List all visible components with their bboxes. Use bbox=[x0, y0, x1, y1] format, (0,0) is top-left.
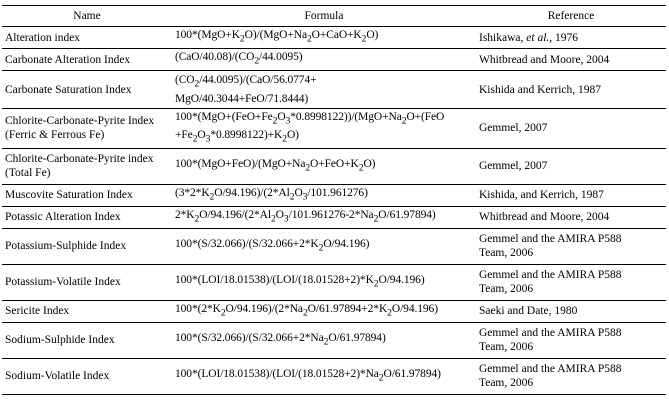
row-formula: $100*(MgO+K_2O)/(MgO+Na_2O+CaO+K_2O)$ bbox=[172, 27, 476, 49]
row-name: Potassium-Sulphide Index bbox=[2, 228, 172, 264]
table-row bbox=[2, 109, 666, 149]
row-name: Sodium-Sulphide Index bbox=[2, 322, 172, 358]
row-name: Chlorite-Carbonate-Pyrite Index (Ferric & Ferrous Fe) bbox=[2, 109, 172, 149]
table-row bbox=[2, 300, 666, 322]
row-reference: Gemmel and the AMIRA P588 Team, 2006 bbox=[476, 322, 666, 358]
row-name: Potassic Alteration Index bbox=[2, 206, 172, 228]
header-reference: Reference bbox=[476, 6, 666, 27]
table-row bbox=[2, 148, 666, 184]
row-formula: $100*(MgO+FeO)/(MgO+Na_2O+FeO+K_2O)$ bbox=[172, 148, 476, 184]
row-formula: $2*K_2O/94.196/(2*Al_2O_3/101.961276-2*Na_2O/61.97894)$ bbox=[172, 206, 476, 228]
row-name: Sericite Index bbox=[2, 300, 172, 322]
row-reference: Gemmel and the AMIRA P588 Team, 2006 bbox=[476, 358, 666, 394]
row-reference: Gemmel, 2007 bbox=[476, 109, 666, 149]
table-row bbox=[2, 322, 666, 358]
row-formula: $100*(MgO+(FeO+Fe_2O_3*0.8998122))/(MgO+Na_2O+(FeO$ $+Fe_2O_3*0.8998122)+K_2O$) bbox=[172, 109, 476, 149]
row-reference: Ishikawa, et al., 1976 bbox=[476, 27, 666, 49]
row-reference: Whitbread and Moore, 2004 bbox=[476, 49, 666, 71]
row-reference: Gemmel and the AMIRA P588 Team, 2006 bbox=[476, 264, 666, 300]
row-formula: $(CO_2/44.0095)/(CaO/56.0774+$ MgO/40.3044+FeO/71.8444) bbox=[172, 71, 476, 109]
table-header-row bbox=[2, 6, 666, 27]
row-formula: $100*(S/32.066)/(S/32.066+2*K_2O/94.196)$ bbox=[172, 228, 476, 264]
table-row bbox=[2, 49, 666, 71]
header-name: Name bbox=[2, 6, 172, 27]
table-row bbox=[2, 184, 666, 206]
alteration-index-table bbox=[2, 5, 666, 395]
row-name: Potassium-Volatile Index bbox=[2, 264, 172, 300]
table-row bbox=[2, 71, 666, 109]
row-reference: Kishida and Kerrich, 1987 bbox=[476, 71, 666, 109]
row-formula: $100*(S/32.066)/(S/32.066+2*Na_2O/61.97894)$ bbox=[172, 322, 476, 358]
table-row bbox=[2, 264, 666, 300]
row-name: Alteration index bbox=[2, 27, 172, 49]
table-row bbox=[2, 228, 666, 264]
row-formula: $(3*2*K_2O/94.196)/(2*Al_2O_3/101.961276)$ bbox=[172, 184, 476, 206]
row-formula: $(CaO/40.08)/(CO_2/44.0095)$ bbox=[172, 49, 476, 71]
row-reference: Saeki and Date, 1980 bbox=[476, 300, 666, 322]
row-reference: Gemmel, 2007 bbox=[476, 148, 666, 184]
row-reference: Gemmel and the AMIRA P588 Team, 2006 bbox=[476, 228, 666, 264]
header-formula: Formula bbox=[172, 6, 476, 27]
row-reference: Whitbread and Moore, 2004 bbox=[476, 206, 666, 228]
row-name: Carbonate Alteration Index bbox=[2, 49, 172, 71]
row-name: Chlorite-Carbonate-Pyrite index (Total Fe) bbox=[2, 148, 172, 184]
row-name: Carbonate Saturation Index bbox=[2, 71, 172, 109]
table-row bbox=[2, 206, 666, 228]
row-name: Muscovite Saturation Index bbox=[2, 184, 172, 206]
table-row bbox=[2, 27, 666, 49]
table-row bbox=[2, 358, 666, 394]
row-name: Sodium-Volatile Index bbox=[2, 358, 172, 394]
row-formula: $100*(LOI/18.01538)/(LOI/(18.01528+2)*Na_2O/61.97894)$ bbox=[172, 358, 476, 394]
row-reference: Kishida, and Kerrich, 1987 bbox=[476, 184, 666, 206]
row-formula: $100*(LOI/18.01538)/(LOI/(18.01528+2)*K_2O/94.196)$ bbox=[172, 264, 476, 300]
row-formula: $100*(2*K_2O/94.196)/(2*Na_2O/61.97894+2*K_2O/94.196)$ bbox=[172, 300, 476, 322]
